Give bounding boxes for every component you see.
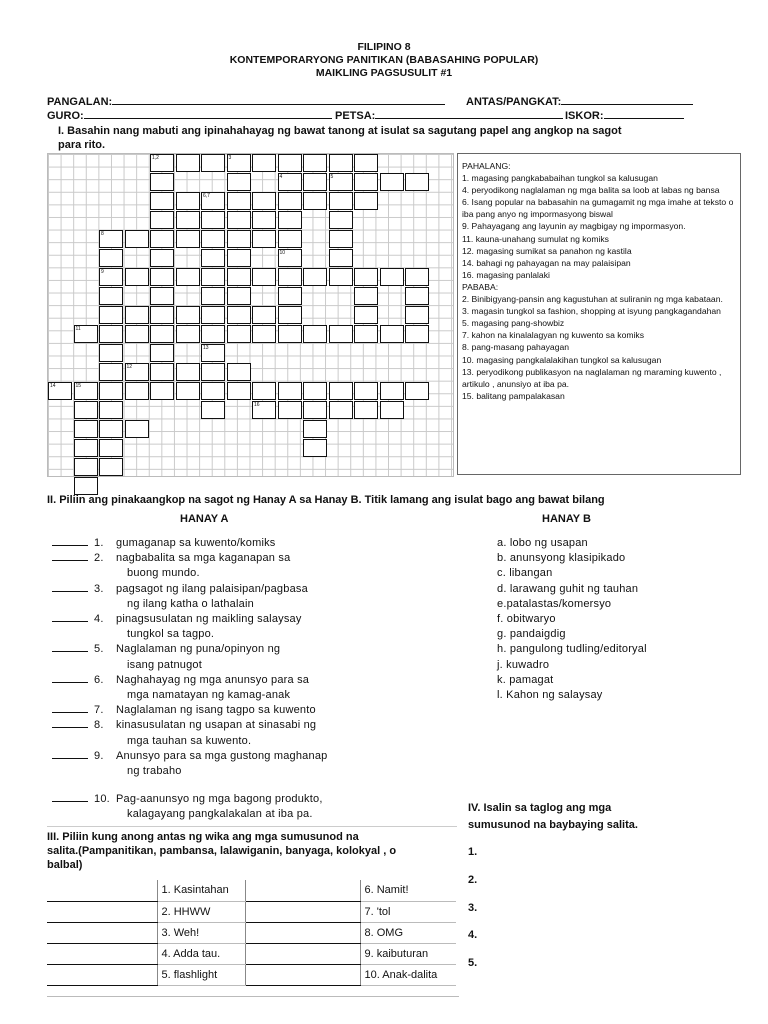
- item-text: gumaganap sa kuwento/komiks: [116, 537, 276, 549]
- part4-instruction: IV. Isalin sa taglog ang mga sumusunod na baybaying salita.: [468, 802, 638, 831]
- crossword-cell[interactable]: [405, 325, 429, 343]
- crossword-cell[interactable]: [201, 268, 225, 286]
- crossword-cell[interactable]: [99, 344, 123, 362]
- crossword-cell[interactable]: [150, 249, 174, 267]
- hanay-b-item: k. pamagat: [497, 673, 554, 686]
- crossword-cell[interactable]: [125, 420, 149, 438]
- answer-blank[interactable]: [52, 792, 88, 802]
- item-text: Naglalaman ng puna/opinyon ng: [116, 643, 281, 656]
- item-text: Anunsyo para sa mga gustong maghanap: [116, 749, 328, 762]
- crossword-cell[interactable]: [150, 211, 174, 229]
- down-clue: 8. pang-masang pahayagan: [462, 342, 570, 353]
- crossword-cell[interactable]: [99, 382, 123, 400]
- answer-blank[interactable]: [52, 703, 88, 713]
- hanay-a-item: [52, 582, 327, 597]
- crossword-cell[interactable]: [303, 192, 327, 210]
- crossword-cell[interactable]: [227, 382, 251, 400]
- answer-blank-right[interactable]: [245, 922, 360, 943]
- part2-instruction: II. Piliin ang pinakaangkop na sagot ng Hanay A sa Hanay B. Titik lamang ang isulat bago ang bawat bilang: [47, 494, 605, 506]
- crossword-cell[interactable]: [227, 268, 251, 286]
- item-continuation: kalagayang pangkalakalan at iba pa.: [127, 808, 313, 821]
- crossword-cell[interactable]: [354, 268, 378, 286]
- part1-instruction: I. Basahin nang mabuti ang ipinahahayag ng bawat tanong at isulat sa sagutang papel ang angkop na sagot para rito.: [58, 125, 622, 151]
- item-continuation: mga tauhan sa kuwento.: [127, 734, 252, 747]
- crossword-cell[interactable]: [176, 382, 200, 400]
- answer-blank-right[interactable]: [245, 880, 360, 901]
- crossword-cell[interactable]: [201, 382, 225, 400]
- hanay-b-item: f. obitwaryo: [497, 613, 556, 626]
- crossword-cell[interactable]: [303, 401, 327, 419]
- crossword-cell[interactable]: [201, 287, 225, 305]
- crossword-cell[interactable]: [176, 325, 200, 343]
- crossword-clues-box: [457, 153, 741, 475]
- crossword-cell[interactable]: [405, 268, 429, 286]
- crossword-cell[interactable]: [227, 306, 251, 324]
- down-clue: 3. magasin tungkol sa fashion, shopping at isyung pangkagandahan: [462, 306, 721, 317]
- score-field[interactable]: [565, 109, 684, 122]
- hanay-a-item: [52, 536, 327, 551]
- crossword-cell[interactable]: [99, 420, 123, 438]
- answer-blank-left[interactable]: [47, 901, 157, 922]
- item-continuation: tungkol sa tagpo.: [127, 628, 215, 641]
- crossword-cell[interactable]: [99, 401, 123, 419]
- crossword-number: 11: [75, 326, 81, 332]
- answer-blank-left[interactable]: [47, 880, 157, 901]
- word-left: 3. Weh!: [157, 922, 245, 943]
- crossword-cell[interactable]: [405, 382, 429, 400]
- crossword-cell[interactable]: [176, 363, 200, 381]
- crossword-number: 9: [101, 269, 104, 275]
- topic-title: KONTEMPORARYONG PANITIKAN (BABASAHING POPULAR): [229, 54, 539, 66]
- table-row: [47, 922, 456, 943]
- crossword-cell[interactable]: [252, 230, 276, 248]
- crossword-cell[interactable]: [201, 249, 225, 267]
- answer-blank-right[interactable]: [245, 901, 360, 922]
- word-left: 4. Adda tau.: [157, 943, 245, 964]
- item-number: 3.: [94, 582, 104, 595]
- crossword-cell[interactable]: [201, 325, 225, 343]
- crossword-cell[interactable]: [99, 249, 123, 267]
- crossword-cell[interactable]: [329, 154, 353, 172]
- crossword-cell[interactable]: [125, 325, 149, 343]
- language-level-table: [47, 880, 456, 986]
- table-row: [47, 880, 456, 901]
- hanay-b-list: [497, 536, 647, 703]
- crossword-cell[interactable]: [125, 268, 149, 286]
- crossword-cell[interactable]: [125, 306, 149, 324]
- word-left: 5. flashlight: [157, 964, 245, 985]
- crossword-number: 4: [279, 174, 283, 180]
- table-row: [47, 964, 456, 985]
- crossword-cell[interactable]: [278, 401, 302, 419]
- answer-number[interactable]: 1.: [468, 846, 478, 858]
- grade-label: ANTAS/PANGKAT:: [466, 96, 562, 108]
- word-right: 9. kaibuturan: [360, 943, 456, 964]
- crossword-cell[interactable]: [380, 325, 404, 343]
- crossword-cell[interactable]: [405, 173, 429, 191]
- crossword-cell[interactable]: [150, 363, 174, 381]
- crossword-cell[interactable]: [150, 287, 174, 305]
- across-clue: 11. kauna-unahang sumulat ng komiks: [462, 233, 609, 244]
- crossword-cell[interactable]: [354, 173, 378, 191]
- crossword-cell[interactable]: [252, 192, 276, 210]
- hanay-b-item: j. kuwadro: [497, 658, 550, 671]
- crossword-cell[interactable]: [150, 230, 174, 248]
- crossword-cell[interactable]: [303, 173, 327, 191]
- crossword-cell[interactable]: [380, 382, 404, 400]
- crossword-cell[interactable]: [227, 287, 251, 305]
- hanay-b-item: e.patalastas/komersyo: [497, 597, 612, 610]
- hanay-b-item: h. pangulong tudling/editoryal: [497, 643, 647, 656]
- crossword-cell[interactable]: [354, 382, 378, 400]
- word-right: 8. OMG: [360, 922, 456, 943]
- crossword-cell[interactable]: [329, 211, 353, 229]
- crossword-cell[interactable]: [252, 154, 276, 172]
- crossword-cell[interactable]: [303, 382, 327, 400]
- crossword-cell[interactable]: [201, 230, 225, 248]
- down-clue: 2. Binibigyang-pansin ang kagustuhan at suliranin ng mga kabataan.: [462, 294, 723, 305]
- crossword-cell[interactable]: [405, 306, 429, 324]
- answer-blank[interactable]: [52, 749, 88, 759]
- teacher-field[interactable]: [47, 109, 332, 122]
- item-number: 6.: [94, 673, 104, 686]
- item-text: pagsagot ng ilang palaisipan/pagbasa: [116, 582, 308, 595]
- crossword-cell[interactable]: [125, 230, 149, 248]
- part4-answer-list: [468, 846, 477, 985]
- down-clue: 7. kahon na kinalalagyan ng kuwento sa komiks: [462, 330, 645, 341]
- crossword-number: 12: [126, 364, 133, 370]
- crossword-cell[interactable]: [278, 268, 302, 286]
- crossword-cell[interactable]: [227, 230, 251, 248]
- crossword-cell[interactable]: [125, 382, 149, 400]
- across-clue: 16. magasing panlalaki: [462, 269, 550, 280]
- crossword-cell[interactable]: [278, 154, 302, 172]
- answer-blank[interactable]: [52, 551, 88, 561]
- crossword-cell[interactable]: [150, 306, 174, 324]
- crossword-grid: [47, 153, 454, 477]
- item-text: Naglalaman ng isang tagpo sa kuwento: [116, 704, 316, 717]
- crossword-cell[interactable]: [354, 192, 378, 210]
- item-text: Naghahayag ng mga anunsyo para sa: [116, 673, 310, 686]
- word-right: 7. 'tol: [360, 901, 456, 922]
- hanay-a-item: [52, 612, 327, 627]
- answer-blank[interactable]: [52, 673, 88, 683]
- crossword-cell[interactable]: [354, 287, 378, 305]
- subject-title: FILIPINO 8: [357, 41, 411, 53]
- crossword-cell[interactable]: [150, 344, 174, 362]
- quiz-title: MAIKLING PAGSUSULIT #1: [315, 67, 453, 79]
- word-right: 10. Anak-dalita: [360, 964, 456, 985]
- crossword-cell[interactable]: [201, 401, 225, 419]
- crossword-cell[interactable]: [150, 173, 174, 191]
- answer-number[interactable]: 4.: [468, 929, 478, 942]
- word-left: 2. HHWW: [157, 901, 245, 922]
- table-row: [47, 943, 456, 964]
- crossword-cell[interactable]: [380, 268, 404, 286]
- crossword-cell[interactable]: [99, 287, 123, 305]
- crossword-cell[interactable]: [227, 192, 251, 210]
- crossword-cell[interactable]: [354, 306, 378, 324]
- answer-number[interactable]: 2.: [468, 873, 478, 886]
- crossword-cell[interactable]: [278, 230, 302, 248]
- crossword-cell[interactable]: [74, 420, 98, 438]
- crossword-cell[interactable]: [150, 382, 174, 400]
- across-title: PAHALANG:: [462, 161, 511, 171]
- crossword-number: 5: [330, 174, 334, 180]
- hanay-a-item: [52, 792, 327, 807]
- answer-blank-left[interactable]: [47, 964, 157, 985]
- crossword-cell[interactable]: [227, 211, 251, 229]
- item-continuation: buong mundo.: [127, 567, 200, 580]
- crossword-cell[interactable]: [176, 154, 200, 172]
- crossword-cell[interactable]: [380, 173, 404, 191]
- item-number: 8.: [94, 719, 104, 732]
- crossword-cell[interactable]: [176, 211, 200, 229]
- crossword-cell[interactable]: [380, 401, 404, 419]
- across-clues: [458, 172, 740, 281]
- crossword-cell[interactable]: [99, 363, 123, 381]
- down-clue: 15. balitang pampalakasan: [462, 390, 565, 401]
- crossword-number: 1,2: [152, 155, 159, 161]
- crossword-cell[interactable]: [99, 439, 123, 457]
- item-number: 2.: [94, 552, 104, 565]
- answer-blank[interactable]: [52, 718, 88, 728]
- hanay-a-item: [52, 718, 327, 733]
- hanay-b-item: a. lobo ng usapan: [497, 537, 588, 549]
- item-text: pinagsusulatan ng maikling salaysay: [116, 613, 302, 626]
- hanay-a-list: [52, 536, 327, 823]
- item-continuation: mga namatayan ng kamag-anak: [127, 689, 291, 702]
- part3-instruction: III. Piliin kung anong antas ng wika ang mga sumusunod na salita.(Pampanitikan, pambansa, lalawiganin, banyaga, kolokyal , o balbal): [47, 831, 397, 871]
- crossword-cell[interactable]: [74, 458, 98, 476]
- answer-number[interactable]: 3.: [468, 901, 478, 914]
- crossword-cell[interactable]: [329, 268, 353, 286]
- down-clue: artikulo , anunsiyo at iba pa.: [462, 378, 570, 389]
- across-clue: 12. magasing sumikat sa panahon ng kastila: [462, 245, 632, 256]
- answer-number[interactable]: 5.: [468, 957, 478, 970]
- crossword-cell[interactable]: [201, 306, 225, 324]
- crossword-cell[interactable]: [329, 192, 353, 210]
- hanay-b-item: d. larawang guhit ng tauhan: [497, 582, 639, 595]
- crossword-cell[interactable]: [176, 268, 200, 286]
- crossword-cell[interactable]: [278, 287, 302, 305]
- crossword-cell[interactable]: [354, 325, 378, 343]
- across-clue: iba pang anyo ng impormasyong biswal: [462, 209, 613, 220]
- down-clue: 10. magasing pangkalalakihan tungkol sa kalusugan: [462, 354, 662, 365]
- crossword-cell[interactable]: [74, 401, 98, 419]
- name-field[interactable]: [47, 95, 445, 108]
- hanay-a-item: [52, 642, 327, 657]
- across-clue: 14. bahagi ng pahayagan na may palaisipan: [462, 257, 631, 268]
- down-clue: 13. peryodikong publikasyon na naglalaman ng maraming kuwento ,: [462, 366, 722, 377]
- item-number: 10.: [94, 793, 110, 806]
- crossword-cell[interactable]: [329, 325, 353, 343]
- answer-blank-left[interactable]: [47, 922, 157, 943]
- hanay-b-item: g. pandaigdig: [497, 628, 566, 641]
- crossword-cell[interactable]: [201, 363, 225, 381]
- crossword-number: 15: [75, 383, 82, 389]
- crossword-cell[interactable]: [176, 306, 200, 324]
- answer-blank[interactable]: [52, 582, 88, 592]
- crossword-cell[interactable]: [278, 192, 302, 210]
- crossword-number: 8: [101, 231, 104, 237]
- across-clue: 6. Isang popular na babasahin na gumagamit ng mga imahe at teksto o: [462, 197, 734, 208]
- crossword-cell[interactable]: [354, 154, 378, 172]
- item-number: 7.: [94, 704, 104, 717]
- crossword-number: 13: [203, 345, 209, 351]
- teacher-label: GURO:: [47, 110, 84, 122]
- crossword-number: 16: [254, 402, 260, 408]
- crossword-cell[interactable]: [303, 325, 327, 343]
- crossword-cell[interactable]: [150, 268, 174, 286]
- hanay-a-item: [52, 551, 327, 566]
- crossword-cell[interactable]: [227, 363, 251, 381]
- crossword-cell[interactable]: [227, 249, 251, 267]
- crossword-cell[interactable]: [252, 382, 276, 400]
- answer-blank-right[interactable]: [245, 964, 360, 985]
- item-text: nagbabalita sa mga kaganapan sa: [116, 552, 291, 565]
- across-clue: 1. magasing pangkababaihan tungkol sa kalusugan: [462, 173, 658, 184]
- grade-field[interactable]: [466, 95, 693, 108]
- word-right: 6. Namit!: [360, 880, 456, 901]
- date-field[interactable]: [335, 109, 563, 122]
- crossword-cell[interactable]: [252, 211, 276, 229]
- answer-blank-right[interactable]: [245, 943, 360, 964]
- item-continuation: ng ilang katha o lathalain: [127, 597, 254, 610]
- crossword-cell[interactable]: [99, 458, 123, 476]
- crossword-cell[interactable]: [227, 173, 251, 191]
- item-number: 5.: [94, 643, 104, 656]
- crossword-cell[interactable]: [99, 306, 123, 324]
- hanay-a-heading: HANAY A: [180, 513, 229, 525]
- crossword-cell[interactable]: [303, 420, 327, 438]
- date-label: PETSA:: [335, 110, 376, 122]
- name-label: PANGALAN:: [47, 96, 113, 108]
- crossword-cell[interactable]: [354, 401, 378, 419]
- crossword-number: 3: [228, 155, 232, 161]
- across-clue: 9. Pahayagang ang layunin ay magbigay ng impormasyon.: [462, 221, 686, 232]
- down-clues: [458, 293, 740, 402]
- crossword-cell[interactable]: [252, 325, 276, 343]
- answer-blank[interactable]: [52, 612, 88, 622]
- crossword-cell[interactable]: [252, 268, 276, 286]
- crossword-cell[interactable]: [329, 401, 353, 419]
- crossword-number: 6,7: [203, 193, 210, 199]
- item-text: Pag-aanunsyo ng mga bagong produkto,: [116, 793, 323, 806]
- crossword-cell[interactable]: [329, 382, 353, 400]
- item-text: kinasusulatan ng usapan at sinasabi ng: [116, 719, 317, 732]
- crossword-cell[interactable]: [278, 382, 302, 400]
- crossword-cell[interactable]: [303, 268, 327, 286]
- hanay-b-item: l. Kahon ng salaysay: [497, 689, 603, 702]
- crossword-cell[interactable]: [329, 249, 353, 267]
- crossword-cell[interactable]: [201, 154, 225, 172]
- crossword-number: 10: [279, 250, 286, 256]
- crossword-cell[interactable]: [405, 287, 429, 305]
- crossword-cell[interactable]: [150, 325, 174, 343]
- hanay-b-item: c. libangan: [497, 567, 553, 580]
- answer-blank-left[interactable]: [47, 943, 157, 964]
- hanay-b-item: b. anunsyong klasipikado: [497, 552, 626, 565]
- down-title: PABABA:: [462, 281, 499, 292]
- crossword-number: 14: [50, 383, 56, 389]
- table-row: [47, 901, 456, 922]
- crossword-cell[interactable]: [329, 230, 353, 248]
- item-number: 4.: [94, 613, 104, 626]
- crossword-cell[interactable]: [201, 211, 225, 229]
- crossword-cell[interactable]: [176, 192, 200, 210]
- across-clue: 4. peryodikong naglalaman ng mga balita sa loob at labas ng bansa: [462, 185, 720, 196]
- hanay-b-heading: HANAY B: [542, 513, 591, 525]
- hanay-a-item: [52, 703, 327, 718]
- crossword-cell[interactable]: [227, 325, 251, 343]
- down-clue: 5. magasing pang-showbiz: [462, 318, 565, 329]
- crossword-cell[interactable]: [303, 154, 327, 172]
- answer-blank[interactable]: [52, 642, 88, 652]
- crossword-cell[interactable]: [99, 325, 123, 343]
- crossword-cell[interactable]: [303, 439, 327, 457]
- crossword-cell[interactable]: [176, 230, 200, 248]
- crossword-cell[interactable]: [150, 192, 174, 210]
- item-continuation: ng trabaho: [127, 765, 182, 778]
- crossword-cell[interactable]: [278, 325, 302, 343]
- item-number: 1.: [94, 537, 104, 549]
- item-continuation: isang patnugot: [127, 658, 202, 671]
- word-left: 1. Kasintahan: [157, 880, 245, 901]
- hanay-a-item: [52, 749, 327, 764]
- crossword-cell[interactable]: [74, 439, 98, 457]
- answer-blank[interactable]: [52, 536, 88, 546]
- crossword-cell[interactable]: [278, 306, 302, 324]
- crossword-cell[interactable]: [278, 211, 302, 229]
- hanay-a-item: [52, 673, 327, 688]
- item-number: 9.: [94, 749, 104, 762]
- score-label: ISKOR:: [565, 110, 604, 122]
- crossword-cell[interactable]: [252, 306, 276, 324]
